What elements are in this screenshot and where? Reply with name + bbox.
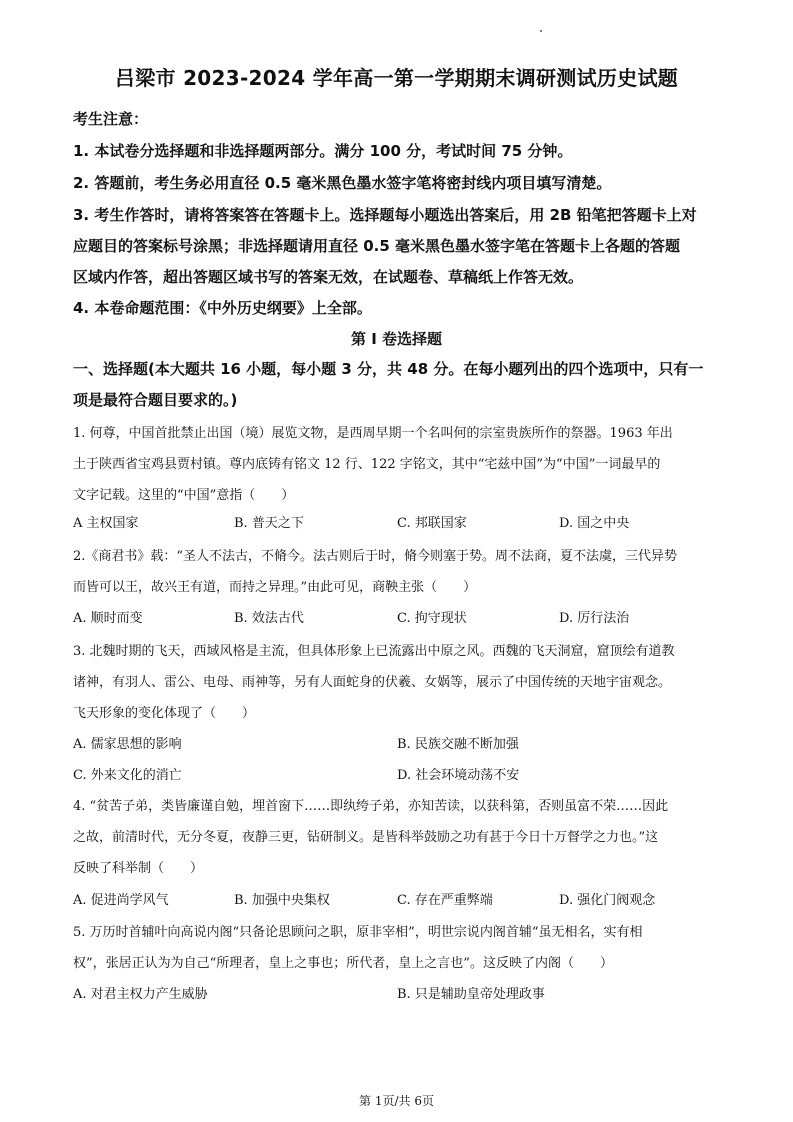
question-2-text: 而皆可以王，故兴王有道，而持之异理。”由此可见，商鞅主张（ ） (73, 580, 477, 595)
question-3-text: 飞天形象的变化体现了（ ） (73, 706, 256, 721)
question-4-text: 之故，前清时代，无分冬夏，夜静三更，钻研制义。是皆科举鼓励之功有甚于今日十万督学之力也。”这 (73, 830, 659, 845)
notice-line: 3. 考生作答时，请将答案答在答题卡上。选择题每小题选出答案后，用 2B 铅笔把答题卡上对 (73, 206, 697, 224)
question-3-option-d[interactable]: D. 社会环境动荡不安 (397, 768, 520, 783)
question-3-text: 诸神，有羽人、雷公、电母、雨神等，另有人面蛇身的伏羲、女娲等，展示了中国传统的天地宇宙观念。 (73, 675, 672, 690)
notice-line: 区域内作答，超出答题区域书写的答案无效，在试题卷、草稿纸上作答无效。 (73, 268, 584, 286)
question-5-text: 5. 万历时首辅叶向高说内阁“只备论思顾问之职，原非宰相”，明世宗说内阁首辅“虽无相名，实有相 (73, 925, 643, 940)
question-2-option-d[interactable]: D. 厉行法治 (559, 611, 630, 626)
question-2-option-b[interactable]: B. 效法古代 (234, 611, 304, 626)
question-3-text: 3. 北魏时期的飞天，西域风格是主流，但具体形象上已流露出中原之风。西魏的飞天洞窟，窟顶绘有道教 (73, 644, 675, 659)
section-heading: 第 I 卷选择题 (350, 330, 443, 348)
part-instructions: 一、选择题(本大题共 16 小题，每小题 3 分，共 48 分。在每小题列出的四个选项中，只有一 (73, 360, 704, 378)
question-2-option-c[interactable]: C. 拘守现状 (397, 611, 467, 626)
notice-line: 2. 答题前，考生务必用直径 0.5 毫米黑色墨水签字笔将密封线内项目填写清楚。 (73, 174, 612, 192)
question-3-option-b[interactable]: B. 民族交融不断加强 (397, 737, 519, 752)
question-1-text: 1. 何尊，中国首批禁止出国（境）展览文物，是西周早期一个名叫何的宗室贵族所作的祭器。1963 年出 (73, 426, 673, 441)
question-1-option-b[interactable]: B. 普天之下 (234, 516, 304, 531)
question-1-option-a[interactable]: A 主权国家 (73, 516, 139, 531)
question-4-option-a[interactable]: A. 促进尚学风气 (73, 893, 169, 908)
notice-line: 4. 本卷命题范围：《中外历史纲要》上全部。 (73, 299, 372, 317)
question-4-option-d[interactable]: D. 强化门阀观念 (559, 893, 656, 908)
question-4-text: 反映了科举制（ ） (73, 861, 204, 876)
question-4-option-c[interactable]: C. 存在严重弊端 (397, 893, 493, 908)
question-2-text: 2.《商君书》载：“圣人不法古，不脩今。法古则后于时，脩今则塞于势。周不法商，夏不法虞，三代异势 (73, 549, 678, 564)
question-3-option-a[interactable]: A. 儒家思想的影响 (73, 737, 182, 752)
page-number: 第 1页/共 6页 (359, 1094, 434, 1108)
notice-heading: 考生注意： (73, 110, 149, 128)
notice-line: 应题目的答案标号涂黑；非选择题请用直径 0.5 毫米黑色墨水签字笔在答题卡上各题的答题 (73, 237, 681, 255)
part-instructions: 项是最符合题目要求的。) (73, 391, 238, 409)
question-1-option-d[interactable]: D. 国之中央 (559, 516, 630, 531)
question-4-option-b[interactable]: B. 加强中央集权 (234, 893, 330, 908)
question-1-text: 土于陕西省宝鸡县贾村镇。尊内底铸有铭文 12 行、122 字铭文，其中“宅兹中国”为“中国”一词最早的 (73, 457, 661, 472)
question-5-option-b[interactable]: B. 只是辅助皇帝处理政事 (397, 987, 545, 1002)
speck (540, 30, 542, 32)
question-5-text: 权”，张居正认为为自己“所理者，皇上之事也；所代者，皇上之言也”。这反映了内阁（ ） (73, 956, 613, 971)
question-4-text: 4. “贫苦子弟，类皆廉谨自勉，埋首窗下……即纨绔子弟，亦知苦读，以获科第，否则虽富不荣……因此 (73, 799, 669, 814)
page-title: 吕梁市 2023-2024 学年高一第一学期期末调研测试历史试题 (114, 66, 679, 90)
notice-line: 1. 本试卷分选择题和非选择题两部分。满分 100 分，考试时间 75 分钟。 (73, 142, 573, 160)
question-1-option-c[interactable]: C. 邦联国家 (397, 516, 467, 531)
question-5-option-a[interactable]: A. 对君主权力产生威胁 (73, 987, 208, 1002)
question-1-text: 文字记载。这里的“中国”意指（ ） (73, 488, 295, 503)
question-2-option-a[interactable]: A. 顺时而变 (73, 611, 143, 626)
question-3-option-c[interactable]: C. 外来文化的消亡 (73, 768, 182, 783)
